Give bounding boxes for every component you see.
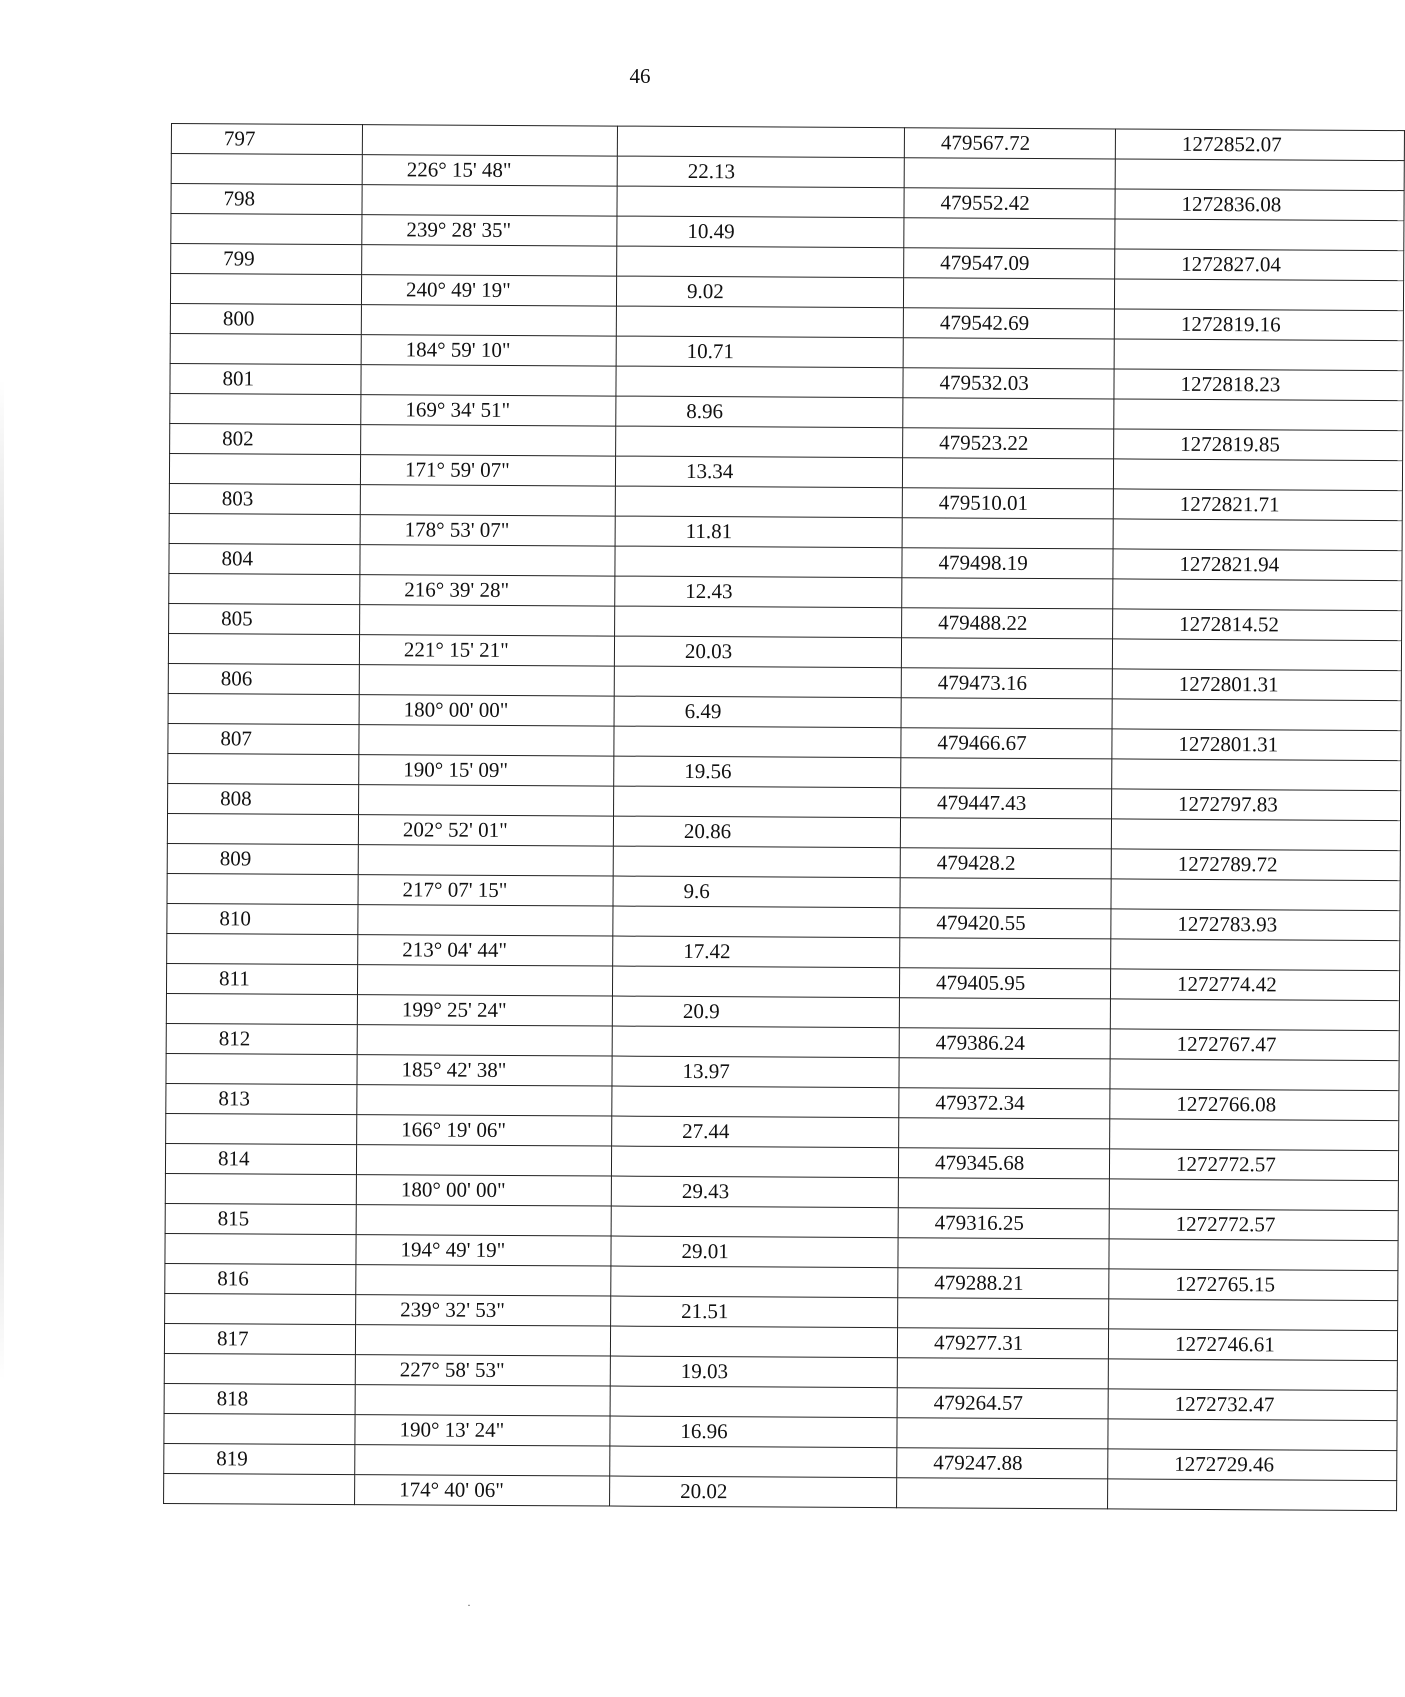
empty-cell xyxy=(1111,819,1400,851)
point-cell: 808 xyxy=(168,783,359,814)
empty-cell xyxy=(362,245,617,276)
bearing-cell: 239° 28' 35" xyxy=(362,215,617,246)
bearing-cell: 194° 49' 19" xyxy=(356,1235,611,1266)
point-cell: 799 xyxy=(171,244,362,275)
empty-cell xyxy=(355,1385,610,1416)
empty-cell xyxy=(166,1053,357,1084)
empty-cell xyxy=(614,726,901,758)
empty-cell xyxy=(903,338,1114,369)
point-cell: 816 xyxy=(165,1263,356,1294)
y-coordinate-cell: 1272821.94 xyxy=(1113,549,1402,581)
distance-cell: 12.43 xyxy=(615,576,902,608)
empty-cell xyxy=(900,878,1111,909)
empty-cell xyxy=(1113,579,1402,611)
x-coordinate-cell: 479386.24 xyxy=(899,1028,1110,1059)
empty-cell xyxy=(166,1113,357,1144)
empty-cell xyxy=(1113,459,1402,491)
bearing-cell: 185° 42' 38" xyxy=(357,1055,612,1086)
point-cell: 818 xyxy=(164,1383,355,1414)
empty-cell xyxy=(358,905,613,936)
y-coordinate-cell: 1272732.47 xyxy=(1108,1389,1397,1421)
x-coordinate-cell: 479547.09 xyxy=(904,248,1115,279)
empty-cell xyxy=(169,573,360,604)
bearing-cell: 202° 52' 01" xyxy=(358,815,613,846)
coordinate-table xyxy=(163,123,1405,1511)
x-coordinate-cell: 479466.67 xyxy=(901,728,1112,759)
empty-cell xyxy=(165,1293,356,1324)
empty-cell xyxy=(1110,1059,1399,1091)
bearing-cell: 221° 15' 21" xyxy=(359,635,614,666)
empty-cell xyxy=(1114,399,1403,431)
empty-cell xyxy=(611,1266,898,1298)
distance-cell: 9.6 xyxy=(613,876,900,908)
empty-cell xyxy=(902,578,1113,609)
empty-cell xyxy=(356,1145,611,1176)
empty-cell xyxy=(356,1265,611,1296)
empty-cell xyxy=(1113,519,1402,551)
bearing-cell: 178° 53' 07" xyxy=(360,515,615,546)
point-cell: 809 xyxy=(167,843,358,874)
y-coordinate-cell: 1272783.93 xyxy=(1111,909,1400,941)
empty-cell xyxy=(898,1238,1109,1269)
empty-cell xyxy=(899,1058,1110,1089)
empty-cell xyxy=(170,274,361,305)
empty-cell xyxy=(164,1413,355,1444)
bearing-cell: 227° 58' 53" xyxy=(355,1355,610,1386)
scan-edge-shadow xyxy=(0,380,4,1380)
distance-cell: 20.02 xyxy=(610,1476,897,1508)
empty-cell xyxy=(612,966,899,998)
empty-cell xyxy=(617,126,904,158)
x-coordinate-cell: 479288.21 xyxy=(898,1268,1109,1299)
empty-cell xyxy=(897,1358,1108,1389)
empty-cell xyxy=(1108,1359,1397,1391)
y-coordinate-cell: 1272801.31 xyxy=(1112,729,1401,761)
empty-cell xyxy=(357,965,612,996)
x-coordinate-cell: 479488.22 xyxy=(902,608,1113,639)
distance-cell: 27.44 xyxy=(612,1116,899,1148)
y-coordinate-cell: 1272821.71 xyxy=(1113,489,1402,521)
empty-cell xyxy=(360,545,615,576)
bearing-cell: 226° 15' 48" xyxy=(362,155,617,186)
distance-cell: 8.96 xyxy=(616,396,903,428)
empty-cell xyxy=(1109,1179,1398,1211)
y-coordinate-cell: 1272729.46 xyxy=(1108,1449,1397,1481)
y-coordinate-cell: 1272819.16 xyxy=(1114,309,1403,341)
x-coordinate-cell: 479277.31 xyxy=(897,1328,1108,1359)
empty-cell xyxy=(168,633,359,664)
empty-cell xyxy=(615,546,902,578)
x-coordinate-cell: 479428.2 xyxy=(900,848,1111,879)
bearing-cell: 169° 34' 51" xyxy=(361,395,616,426)
point-cell: 803 xyxy=(169,483,360,514)
bearing-cell: 166° 19' 06" xyxy=(357,1115,612,1146)
empty-cell xyxy=(899,998,1110,1029)
empty-cell xyxy=(1108,1419,1397,1451)
empty-cell xyxy=(1112,639,1401,671)
empty-cell xyxy=(359,785,614,816)
empty-cell xyxy=(167,813,358,844)
empty-cell xyxy=(357,1085,612,1116)
empty-cell xyxy=(358,845,613,876)
point-cell: 797 xyxy=(171,124,362,155)
x-coordinate-cell: 479498.19 xyxy=(902,548,1113,579)
empty-cell xyxy=(1112,699,1401,731)
empty-cell xyxy=(614,666,901,698)
empty-cell xyxy=(903,398,1114,429)
empty-cell xyxy=(897,1478,1108,1509)
x-coordinate-cell: 479473.16 xyxy=(901,668,1112,699)
empty-cell xyxy=(616,366,903,398)
empty-cell xyxy=(170,333,361,364)
empty-cell xyxy=(359,725,614,756)
distance-cell: 20.86 xyxy=(613,816,900,848)
distance-cell: 21.51 xyxy=(611,1296,898,1328)
x-coordinate-cell: 479447.43 xyxy=(901,788,1112,819)
empty-cell xyxy=(165,1173,356,1204)
empty-cell xyxy=(611,1146,898,1178)
x-coordinate-cell: 479247.88 xyxy=(897,1448,1108,1479)
empty-cell xyxy=(356,1205,611,1236)
point-cell: 813 xyxy=(166,1083,357,1114)
point-cell: 806 xyxy=(168,663,359,694)
empty-cell xyxy=(897,1418,1108,1449)
empty-cell xyxy=(902,518,1113,549)
empty-cell xyxy=(612,1026,899,1058)
point-cell: 801 xyxy=(170,363,361,394)
empty-cell xyxy=(610,1446,897,1478)
empty-cell xyxy=(615,486,902,518)
coordinate-table-body xyxy=(164,124,1405,1511)
empty-cell xyxy=(615,606,902,638)
empty-cell xyxy=(617,246,904,278)
empty-cell xyxy=(614,786,901,818)
x-coordinate-cell: 479264.57 xyxy=(897,1388,1108,1419)
empty-cell xyxy=(610,1386,897,1418)
empty-cell xyxy=(898,1178,1109,1209)
empty-cell xyxy=(1115,219,1404,251)
empty-cell xyxy=(1114,279,1403,311)
empty-cell xyxy=(164,1473,355,1504)
page-number: 46 xyxy=(629,64,651,88)
empty-cell xyxy=(610,1326,897,1358)
empty-cell xyxy=(904,218,1115,249)
bearing-cell: 240° 49' 19" xyxy=(361,275,616,306)
empty-cell xyxy=(898,1298,1109,1329)
distance-cell: 9.02 xyxy=(616,276,903,308)
x-coordinate-cell: 479420.55 xyxy=(900,908,1111,939)
empty-cell xyxy=(166,993,357,1024)
empty-cell xyxy=(362,185,617,216)
x-coordinate-cell: 479405.95 xyxy=(899,968,1110,999)
empty-cell xyxy=(901,698,1112,729)
empty-cell xyxy=(360,485,615,516)
point-cell: 815 xyxy=(165,1203,356,1234)
x-coordinate-cell: 479567.72 xyxy=(904,128,1115,159)
empty-cell xyxy=(900,938,1111,969)
distance-cell: 29.01 xyxy=(611,1236,898,1268)
empty-cell xyxy=(1109,1239,1398,1271)
y-coordinate-cell: 1272827.04 xyxy=(1115,249,1404,281)
empty-cell xyxy=(355,1445,610,1476)
point-cell: 804 xyxy=(169,543,360,574)
empty-cell xyxy=(901,758,1112,789)
empty-cell xyxy=(171,214,362,245)
distance-cell: 19.56 xyxy=(614,756,901,788)
empty-cell xyxy=(165,1233,356,1264)
empty-cell xyxy=(359,665,614,696)
point-cell: 819 xyxy=(164,1443,355,1474)
bearing-cell: 184° 59' 10" xyxy=(361,335,616,366)
x-coordinate-cell: 479510.01 xyxy=(902,488,1113,519)
empty-cell xyxy=(613,846,900,878)
empty-cell xyxy=(361,365,616,396)
y-coordinate-cell: 1272819.85 xyxy=(1114,429,1403,461)
distance-cell: 19.03 xyxy=(610,1356,897,1388)
distance-cell: 17.42 xyxy=(613,936,900,968)
empty-cell xyxy=(1111,939,1400,971)
y-coordinate-cell: 1272818.23 xyxy=(1114,369,1403,401)
empty-cell xyxy=(899,1118,1110,1149)
empty-cell xyxy=(1108,1479,1397,1511)
empty-cell xyxy=(616,426,903,458)
bearing-cell: 190° 15' 09" xyxy=(359,755,614,786)
y-coordinate-cell: 1272836.08 xyxy=(1115,189,1404,221)
distance-cell: 10.71 xyxy=(616,336,903,368)
y-coordinate-cell: 1272746.61 xyxy=(1108,1329,1397,1361)
y-coordinate-cell: 1272766.08 xyxy=(1110,1089,1399,1121)
x-coordinate-cell: 479316.25 xyxy=(898,1208,1109,1239)
x-coordinate-cell: 479345.68 xyxy=(898,1148,1109,1179)
distance-cell: 11.81 xyxy=(615,516,902,548)
empty-cell xyxy=(900,818,1111,849)
empty-cell xyxy=(170,393,361,424)
y-coordinate-cell: 1272772.57 xyxy=(1109,1149,1398,1181)
empty-cell xyxy=(1112,759,1401,791)
distance-cell: 13.34 xyxy=(615,456,902,488)
point-cell: 811 xyxy=(166,963,357,994)
bearing-cell: 216° 39' 28" xyxy=(360,575,615,606)
x-coordinate-cell: 479372.34 xyxy=(899,1088,1110,1119)
x-coordinate-cell: 479552.42 xyxy=(904,188,1115,219)
bearing-cell: 174° 40' 06" xyxy=(355,1475,610,1506)
point-cell: 810 xyxy=(167,903,358,934)
y-coordinate-cell: 1272765.15 xyxy=(1109,1269,1398,1301)
x-coordinate-cell: 479523.22 xyxy=(903,428,1114,459)
y-coordinate-cell: 1272789.72 xyxy=(1111,849,1400,881)
y-coordinate-cell: 1272852.07 xyxy=(1115,129,1404,161)
bearing-cell: 171° 59' 07" xyxy=(360,455,615,486)
empty-cell xyxy=(167,873,358,904)
leg-row xyxy=(164,1473,1397,1510)
empty-cell xyxy=(1109,1299,1398,1331)
x-coordinate-cell: 479542.69 xyxy=(903,308,1114,339)
distance-cell: 20.9 xyxy=(612,996,899,1028)
bearing-cell: 213° 04' 44" xyxy=(358,935,613,966)
empty-cell xyxy=(361,425,616,456)
empty-cell xyxy=(612,1086,899,1118)
empty-cell xyxy=(1111,879,1400,911)
empty-cell xyxy=(168,693,359,724)
y-coordinate-cell: 1272772.57 xyxy=(1109,1209,1398,1241)
empty-cell xyxy=(362,125,617,156)
y-coordinate-cell: 1272767.47 xyxy=(1110,1029,1399,1061)
empty-cell xyxy=(168,753,359,784)
distance-cell: 6.49 xyxy=(614,696,901,728)
bearing-cell: 180° 00' 00" xyxy=(359,695,614,726)
y-coordinate-cell: 1272814.52 xyxy=(1113,609,1402,641)
point-cell: 805 xyxy=(169,603,360,634)
empty-cell xyxy=(355,1325,610,1356)
point-cell: 802 xyxy=(170,423,361,454)
empty-cell xyxy=(171,154,362,185)
empty-cell xyxy=(169,453,360,484)
distance-cell: 29.43 xyxy=(611,1176,898,1208)
empty-cell xyxy=(167,933,358,964)
bearing-cell: 190° 13' 24" xyxy=(355,1415,610,1446)
point-cell: 800 xyxy=(170,303,361,334)
empty-cell xyxy=(357,1025,612,1056)
distance-cell: 20.03 xyxy=(614,636,901,668)
empty-cell xyxy=(1110,1119,1399,1151)
empty-cell xyxy=(902,458,1113,489)
bearing-cell: 180° 00' 00" xyxy=(356,1175,611,1206)
empty-cell xyxy=(169,513,360,544)
distance-cell: 22.13 xyxy=(617,156,904,188)
empty-cell xyxy=(903,278,1114,309)
point-cell: 807 xyxy=(168,723,359,754)
x-coordinate-cell: 479532.03 xyxy=(903,368,1114,399)
empty-cell xyxy=(611,1206,898,1238)
empty-cell xyxy=(1114,339,1403,371)
point-cell: 814 xyxy=(165,1143,356,1174)
point-cell: 817 xyxy=(164,1323,355,1354)
empty-cell xyxy=(613,906,900,938)
empty-cell xyxy=(164,1353,355,1384)
empty-cell xyxy=(1115,159,1404,191)
distance-cell: 10.49 xyxy=(617,216,904,248)
empty-cell xyxy=(904,158,1115,189)
scan-speck: · xyxy=(467,1598,471,1612)
point-cell: 812 xyxy=(166,1023,357,1054)
y-coordinate-cell: 1272774.42 xyxy=(1110,969,1399,1001)
bearing-cell: 217° 07' 15" xyxy=(358,875,613,906)
empty-cell xyxy=(617,186,904,218)
empty-cell xyxy=(901,638,1112,669)
empty-cell xyxy=(616,306,903,338)
empty-cell xyxy=(361,305,616,336)
bearing-cell: 239° 32' 53" xyxy=(356,1295,611,1326)
point-cell: 798 xyxy=(171,184,362,215)
empty-cell xyxy=(360,605,615,636)
distance-cell: 13.97 xyxy=(612,1056,899,1088)
y-coordinate-cell: 1272797.83 xyxy=(1112,789,1401,821)
empty-cell xyxy=(1110,999,1399,1031)
distance-cell: 16.96 xyxy=(610,1416,897,1448)
bearing-cell: 199° 25' 24" xyxy=(357,995,612,1026)
y-coordinate-cell: 1272801.31 xyxy=(1112,669,1401,701)
